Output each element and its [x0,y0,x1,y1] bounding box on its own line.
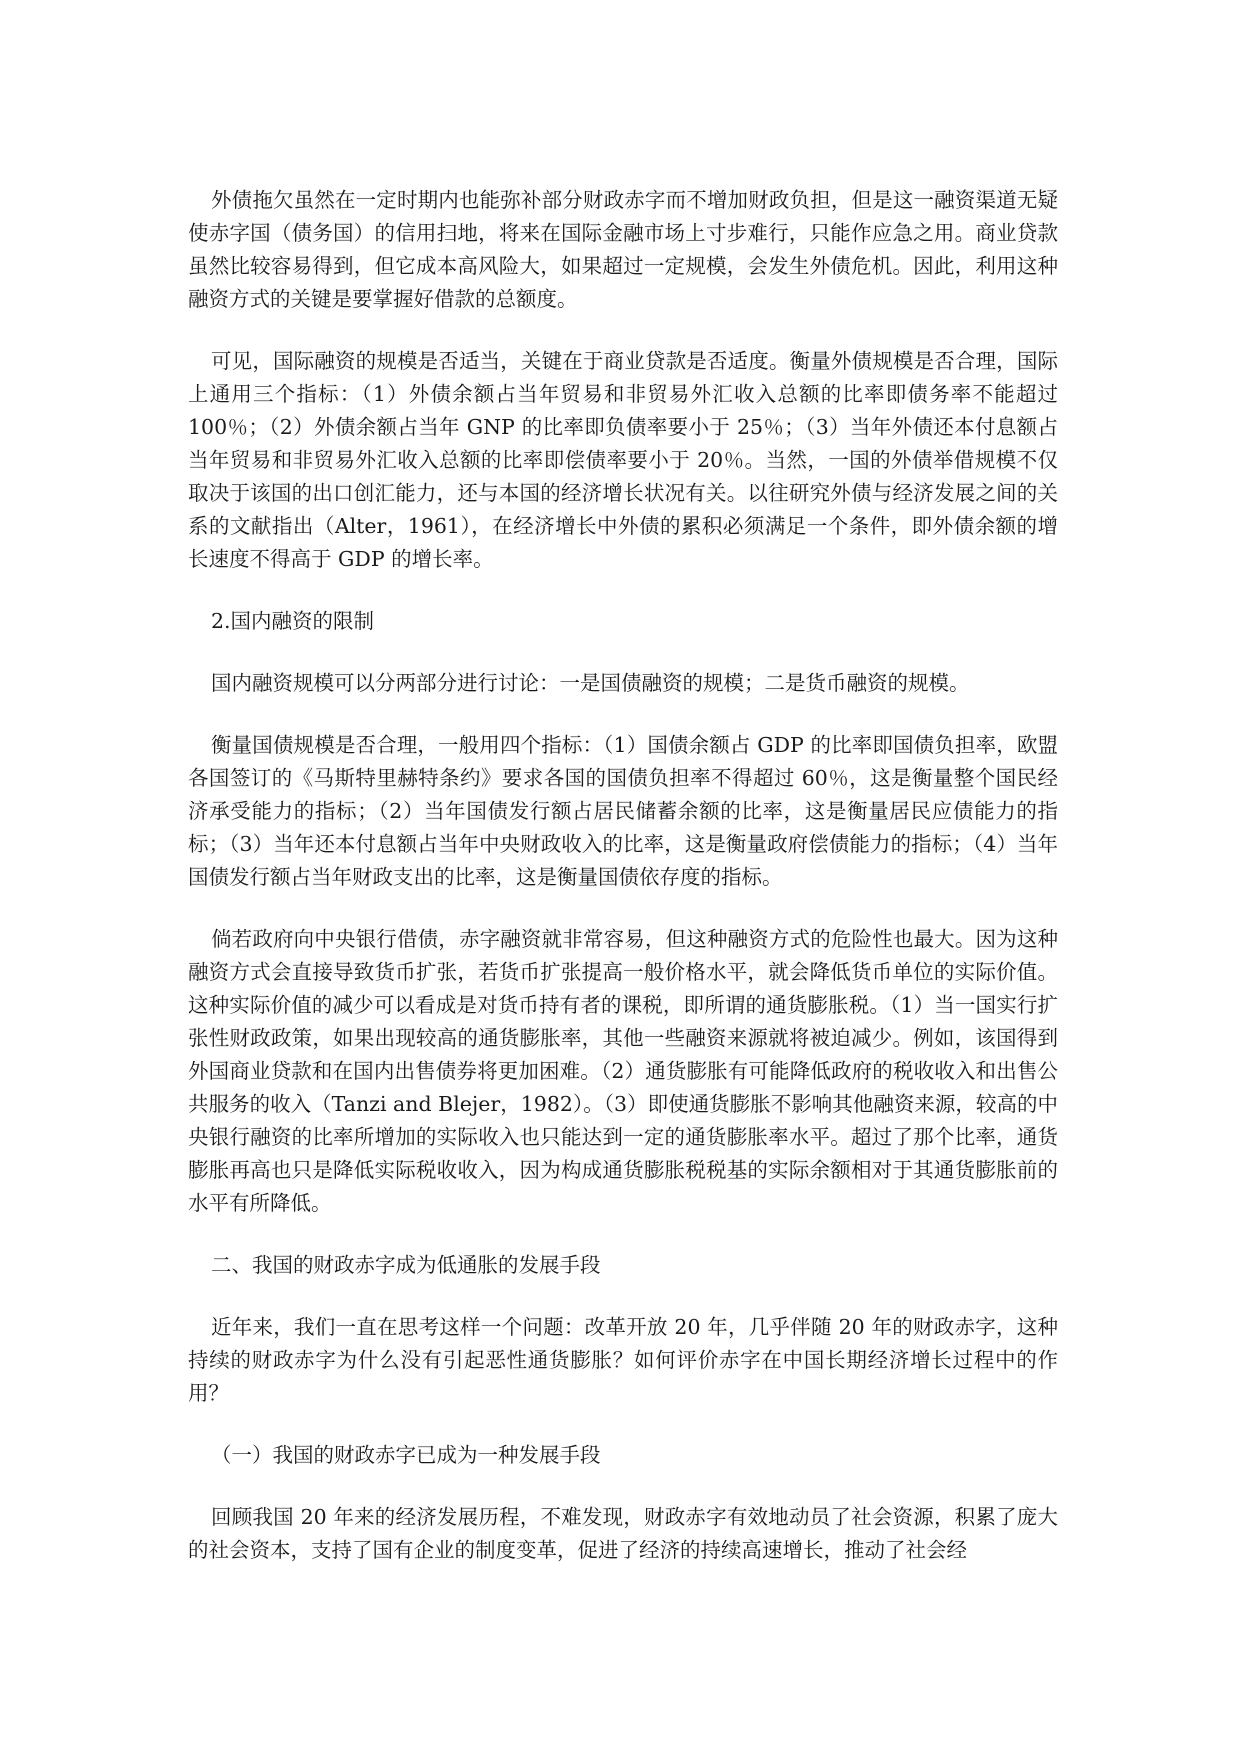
paragraph-review-20-years: 回顾我国 20 年来的经济发展历程，不难发现，财政赤字有效地动员了社会资源，积累了庞大的社会资本，支持了国有企业的制度变革，促进了经济的持续高速增长，推动了社会经 [188,1505,1058,1562]
paragraph-national-debt-indicators: 衡量国债规模是否合理，一般用四个指标：（1）国债余额占 GDP 的比率即国债负担率，欧盟各国签订的《马斯特里赫特条约》要求各国的国债负担率不得超过 60％，这是衡量整个国民经济承受能力的指标；（2）当年国债发行额占居民储蓄余额的比率，这是衡量居民应债能力的指标；（3）当年还本付息额占当年中央财政收入的比率，这是衡量政府偿债能力的指标；（4）当年国债发行额占当年财政支出的比率，这是衡量国债依存度的指标。 [188,733,1058,889]
paragraph-external-debt-arrears: 外债拖欠虽然在一定时期内也能弥补部分财政赤字而不增加财政负担，但是这一融资渠道无疑使赤字国（债务国）的信用扫地，将来在国际金融市场上寸步难行，只能作应急之用。商业贷款虽然比较容易得到，但它成本高风险大，如果超过一定规模，会发生外债危机。因此，利用这种融资方式的关键是要掌握好借款的总额度。 [188,188,1058,311]
section-heading-domestic-financing: 2.国内融资的限制 [211,609,375,633]
paragraph-international-financing-scale: 可见，国际融资的规模是否适当，关键在于商业贷款是否适度。衡量外债规模是否合理，国际上通用三个指标：（1）外债余额占当年贸易和非贸易外汇收入总额的比率即债务率不能超过 100％；（2）外债余额占当年 GNP 的比率即负债率要小于 25％；（3）当年外债还本付息额占当年贸易和非贸易外汇收入总额的比率即偿债率要小于 20％。当然，一国的外债举借规模不仅取决于该国的出口创汇能力，还与本国的经济增长状况有关。以往研究外债与经济发展之间的关系的文献指出（Alter，1961），在经济增长中外债的累积必须满足一个条件，即外债余额的增长速度不得高于 GDP 的增长率。 [188,349,1058,571]
paragraph-central-bank-borrowing: 倘若政府向中央银行借债，赤字融资就非常容易，但这种融资方式的危险性也最大。因为这种融资方式会直接导致货币扩张，若货币扩张提高一般价格水平，就会降低货币单位的实际价值。这种实际价值的减少可以看成是对货币持有者的课税，即所谓的通货膨胀税。（1）当一国实行扩张性财政政策，如果出现较高的通货膨胀率，其他一些融资来源就将被迫减少。例如，该国得到外国商业贷款和在国内出售债券将更加困难。（2）通货膨胀有可能降低政府的税收收入和出售公共服务的收入（Tanzi and Blejer，1982）。（3）即使通货膨胀不影响其他融资来源，较高的中央银行融资的比率所增加的实际收入也只能达到一定的通货膨胀率水平。超过了那个比率，通货膨胀再高也只是降低实际税收收入，因为构成通货膨胀税税基的实际余额相对于其通货膨胀前的水平有所降低。 [188,927,1058,1215]
paragraph-domestic-financing-parts: 国内融资规模可以分两部分进行讨论：一是国债融资的规模；二是货币融资的规模。 [211,671,970,695]
paragraph-recent-years-question: 近年来，我们一直在思考这样一个问题：改革开放 20 年，几乎伴随 20 年的财政赤字，这种持续的财政赤字为什么没有引起恶性通货膨胀？如何评价赤字在中国长期经济增长过程中的作用？ [188,1315,1058,1405]
subsection-heading-deficit-development: （一）我国的财政赤字已成为一种发展手段 [211,1443,601,1467]
document-page [188,184,1058,1596]
section-heading-deficit-low-inflation: 二、我国的财政赤字成为低通胀的发展手段 [211,1253,601,1277]
